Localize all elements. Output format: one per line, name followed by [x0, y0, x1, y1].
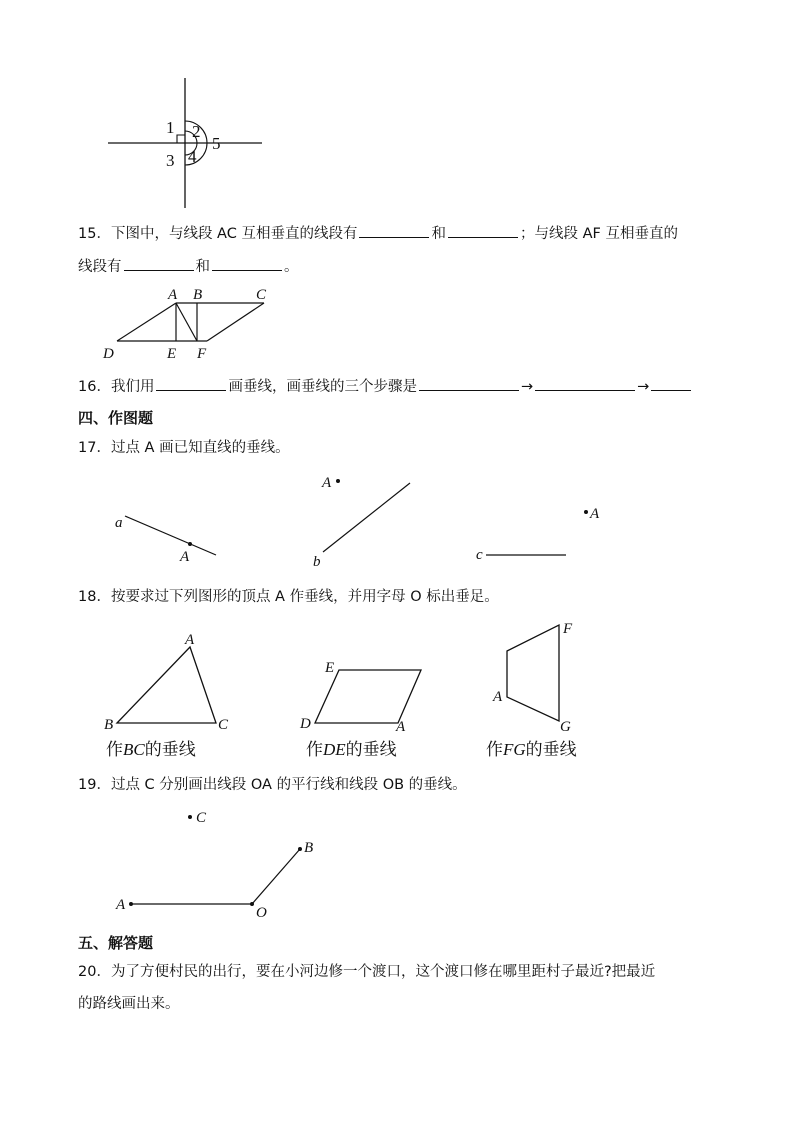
q16-blank-2[interactable]	[419, 375, 519, 391]
q15-text-3: 线段有	[78, 259, 122, 275]
parallelogram	[315, 670, 421, 723]
q18-para-A: A	[396, 719, 406, 735]
angle-label-4: 4	[188, 147, 197, 166]
q18-trap-F: F	[563, 621, 573, 637]
q16-arrow-1: →	[520, 379, 534, 395]
q20-line2: 的路线画出来。	[78, 996, 180, 1012]
line-b	[323, 483, 410, 552]
q16-arrow-2: →	[637, 379, 650, 395]
q18-tri-C: C	[218, 717, 229, 733]
q19-figure	[115, 810, 313, 921]
q15-blank-1[interactable]	[359, 222, 429, 238]
q18-caption-3: 作FG的垂线	[486, 740, 577, 759]
q18-para-E: E	[325, 660, 335, 676]
q17-label-A2: A	[322, 475, 332, 491]
q17-figures	[115, 475, 600, 570]
q16-text-1: 16．我们用	[78, 379, 155, 395]
q18-para-D: D	[300, 716, 311, 732]
q18-caption-1: 作BC的垂线	[106, 740, 196, 759]
q20-line1: 20．为了方便村民的出行，要在小河边修一个渡口，这个渡口修在哪里距村子最近?把最近	[78, 964, 656, 980]
q17-label-c: c	[476, 547, 483, 563]
q18-trap-A: A	[493, 689, 503, 705]
q18-caption-2: 作DE的垂线	[306, 740, 397, 759]
q15-label-A: A	[168, 287, 178, 303]
q18-figures	[117, 625, 559, 723]
q19-label-A: A	[116, 897, 126, 913]
q15-text-4: 。	[284, 259, 299, 275]
angle-label-1: 1	[166, 118, 175, 137]
q17-label-A1: A	[180, 549, 190, 565]
right-angle-mark	[177, 135, 185, 143]
trapezoid	[507, 625, 559, 721]
q15-and-1: 和	[431, 226, 446, 242]
q15-label-F: F	[197, 346, 207, 362]
section-4-heading: 四、作图题	[78, 409, 154, 427]
angle-label-5: 5	[212, 134, 221, 153]
q15-label-D: D	[103, 346, 114, 362]
q15-figure	[117, 303, 264, 341]
triangle	[117, 647, 216, 723]
q19-label-O: O	[256, 905, 267, 921]
q16-line	[78, 375, 693, 397]
q19-text: 19．过点 C 分别画出线段 OA 的平行线和线段 OB 的垂线。	[78, 777, 467, 793]
q16-blank-3[interactable]	[535, 375, 635, 391]
q15-and-2: 和	[195, 259, 210, 275]
q15-line2	[78, 255, 299, 277]
q15-label-E: E	[167, 346, 177, 362]
q19-label-C: C	[196, 810, 207, 826]
q15-label-B: B	[193, 287, 203, 303]
q15-blank-3[interactable]	[124, 255, 194, 271]
line-a	[125, 516, 216, 555]
angle-figure	[108, 78, 262, 208]
q15-blank-2[interactable]	[448, 222, 518, 238]
q15-label-C: C	[256, 287, 267, 303]
q16-text-2: 画垂线，画垂线的三个步骤是	[228, 379, 417, 395]
q16-blank-1[interactable]	[156, 375, 226, 391]
q18-trap-G: G	[560, 719, 571, 735]
section-5-heading: 五、解答题	[78, 934, 154, 952]
segment-OB	[252, 849, 300, 904]
q16-blank-4[interactable]	[651, 375, 691, 391]
q18-text: 18．按要求过下列图形的顶点 A 作垂线，并用字母 O 标出垂足。	[78, 589, 499, 605]
q15-blank-4[interactable]	[212, 255, 282, 271]
angle-label-2: 2	[192, 122, 201, 141]
q15-text-2: ；与线段 AF 互相垂直的	[519, 226, 678, 242]
q17-label-A3: A	[590, 506, 600, 522]
q17-label-b: b	[313, 554, 321, 570]
q15-text-1: 15．下图中，与线段 AC 互相垂直的线段有	[78, 226, 358, 242]
q18-tri-B: B	[104, 717, 114, 733]
angle-label-3: 3	[166, 151, 175, 170]
q17-text: 17．过点 A 画已知直线的垂线。	[78, 440, 290, 456]
q15-line1	[78, 222, 678, 244]
q17-label-a: a	[115, 515, 123, 531]
q19-label-B: B	[304, 840, 314, 856]
q18-tri-A: A	[185, 632, 195, 648]
